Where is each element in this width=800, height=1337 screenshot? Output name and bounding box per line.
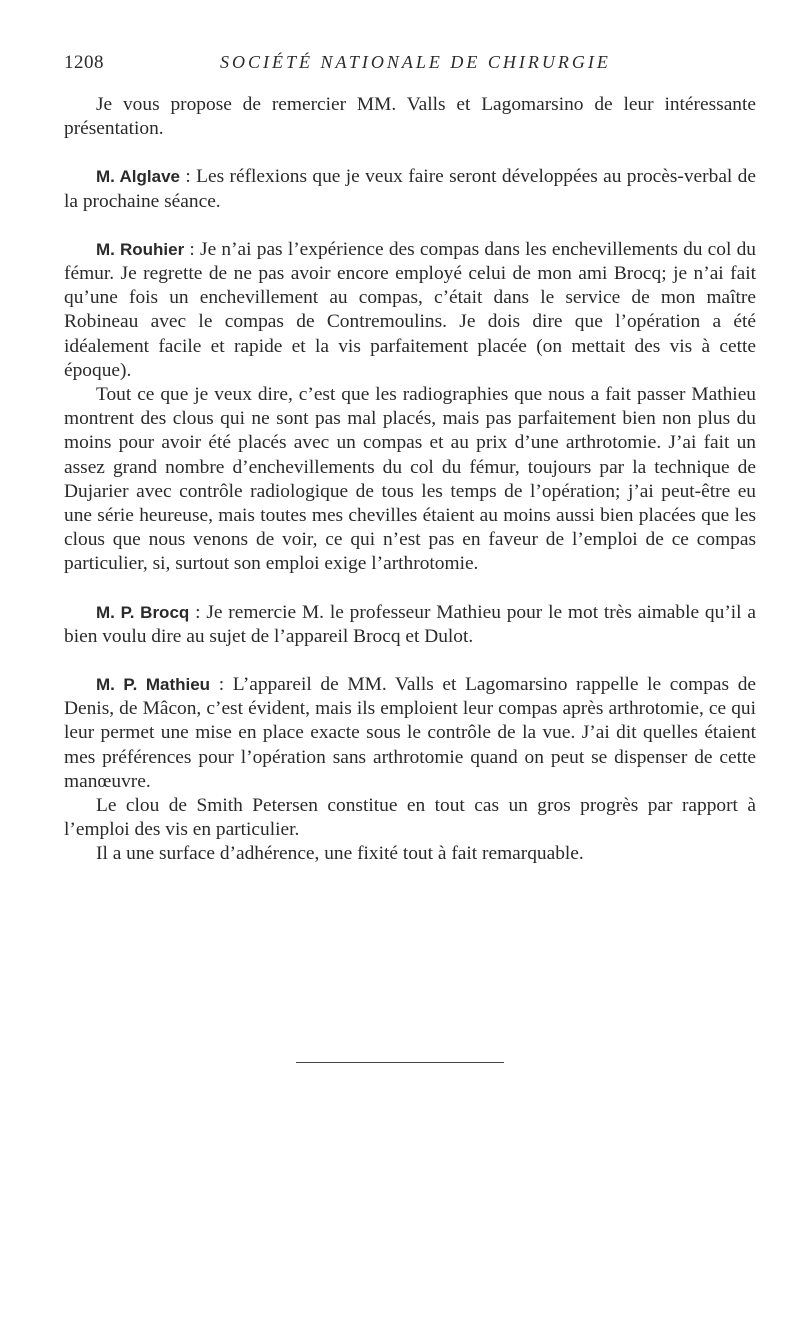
running-head: SOCIÉTÉ NATIONALE DE CHIRURGIE (220, 52, 611, 72)
paragraph-alglave (64, 165, 756, 213)
paragraph-rouhier-continued (64, 383, 756, 577)
paragraph-closing-remark (64, 93, 756, 141)
paragraph-rouhier (64, 238, 756, 383)
section-end-rule (296, 1062, 504, 1063)
paragraph-text: : Les réflexions que je veux faire seront développées au procès-verbal de la prochaine séance. (64, 166, 756, 212)
paragraph-mathieu-continued (64, 794, 756, 842)
speaker-name: M. P. Brocq (96, 602, 190, 622)
paragraph-text: Je vous propose de remercier MM. Valls et Lagomarsino de leur intéressante présentation. (64, 94, 756, 140)
page-header (64, 52, 764, 78)
paragraph-text: : Je remercie M. le professeur Mathieu pour le mot très aimable qu’il a bien voulu dire au sujet de l’appareil Brocq et Dulot. (64, 601, 756, 647)
paragraph-text: : Je n’ai pas l’expérience des compas dans les enchevillements du col du fémur. Je regrette de ne pas avoir encore employé celui de mon ami Brocq; je n’ai fait qu’une fois un enchevillement au compas, c’était dans le service de mon maître Robineau avec le compas de Contremoulins. Je dois dire que l’opération a été idéalement facile et rapide et la vis parfaitement placée (on mettait des vis à cette époque). (64, 238, 756, 381)
paragraph-text: Tout ce que je veux dire, c’est que les radiographies que nous a fait passer Mathieu montrent des clous qui ne sont pas mal placés, mais pas parfaitement bien non plus du moins pour avoir été placés avec un compas et au prix d’une arthrotomie. J’ai fait un assez grand nombre d’enchevillements du col du fémur, toujours par la technique de Dujarier avec contrôle radiologique de tous les temps de l’opération; j’ai peut-être eu une série heureuse, mais toutes mes chevilles étaient au moins aussi bien placées que les clous que nous venons de voir, ce qui n’est pas en faveur de l’emploi de ce compas particulier, si, surtout son emploi exige l’arthrotomie. (64, 384, 756, 575)
speaker-name: M. Rouhier (96, 239, 185, 259)
paragraph-text: : L’appareil de MM. Valls et Lagomarsino rappelle le compas de Denis, de Mâcon, c’est évident, mais ils emploient leur compas après arthrotomie, ce qui leur permet une mise en place exacte sous le contrôle de la vue. J’ai dit quelles étaient mes préférences pour l’opération sans arthrotomie quand on peut se dispenser de cette manœuvre. (64, 674, 756, 792)
paragraph-brocq (64, 601, 756, 649)
speaker-name: M. Alglave (96, 167, 180, 187)
paragraph-text: Le clou de Smith Petersen constitue en tout cas un gros progrès par rapport à l’emploi des vis en particulier. (64, 795, 756, 841)
paragraph-text: Il a une surface d’adhérence, une fixité tout à fait remarquable. (96, 843, 584, 865)
paragraph-mathieu (64, 673, 756, 794)
page-number: 1208 (64, 52, 104, 73)
paragraph-mathieu-final (64, 842, 756, 866)
body-text (64, 93, 756, 867)
speaker-name: M. P. Mathieu (96, 675, 211, 695)
